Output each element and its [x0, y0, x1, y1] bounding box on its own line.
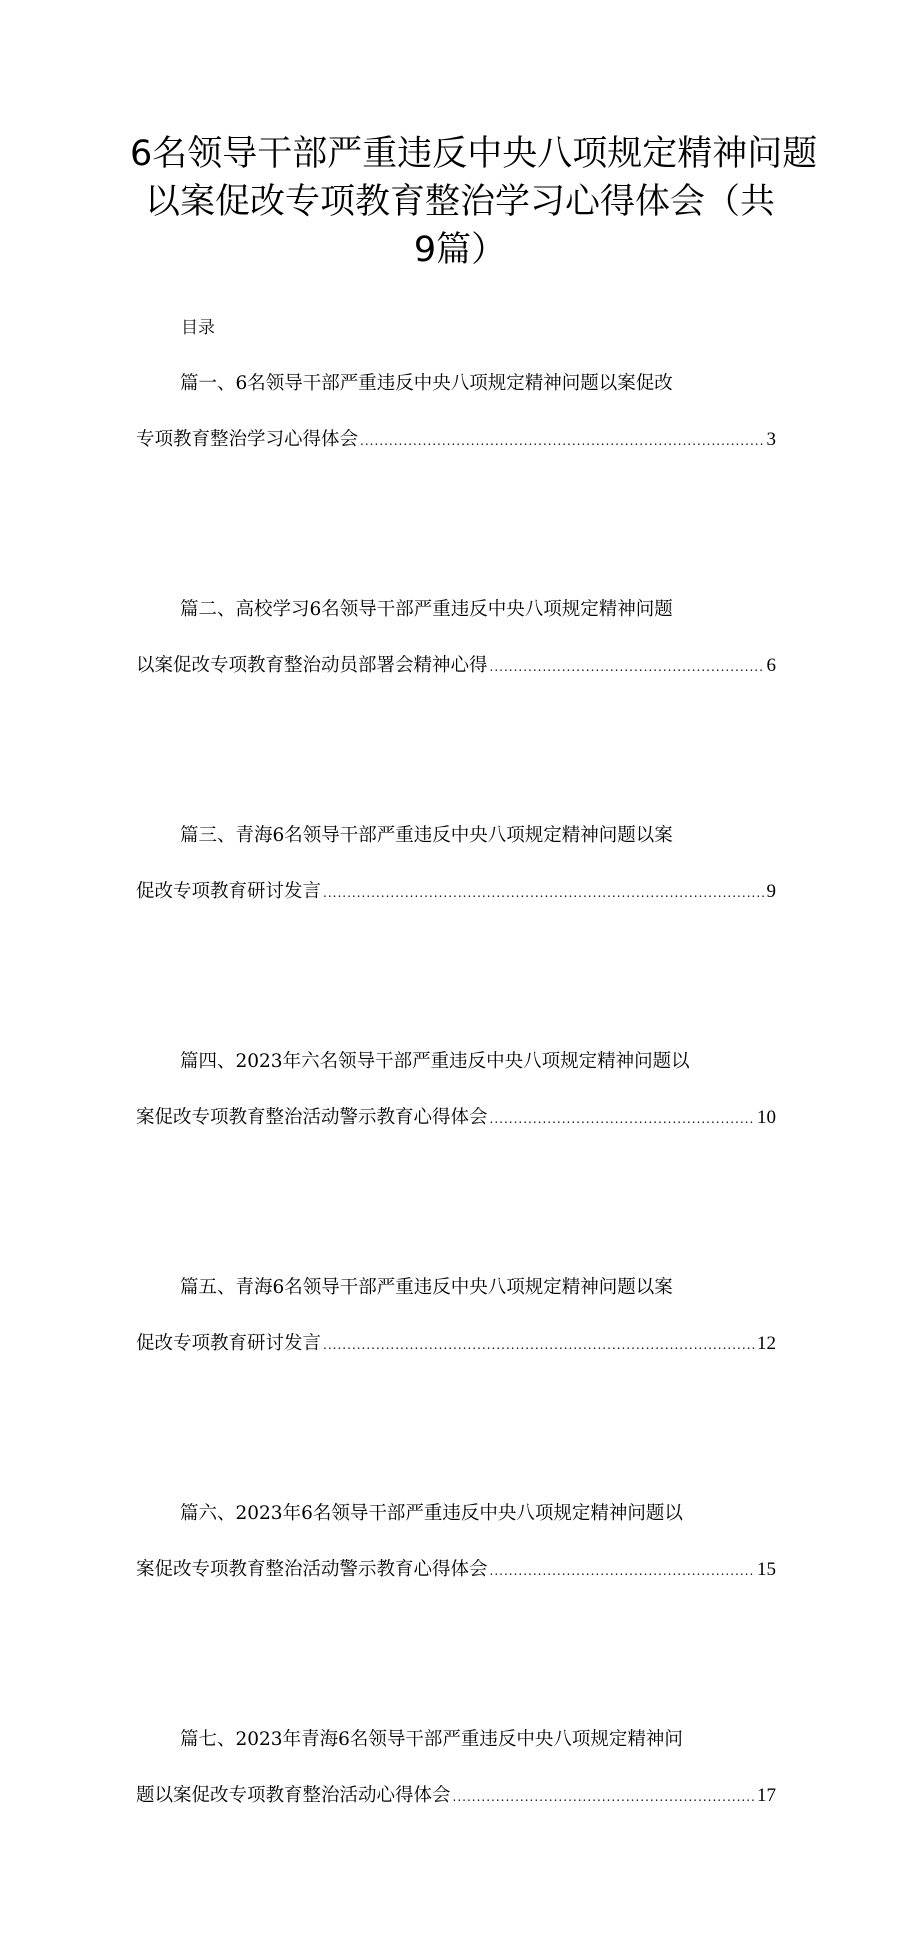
- dot-leader: [360, 423, 764, 459]
- toc-page-number: 15: [757, 1559, 776, 1580]
- toc-entry-title-line2: 专项教育整治学习心得体会: [136, 429, 359, 450]
- toc-entry-title-line2-row: [136, 422, 776, 458]
- toc-entry-7[interactable]: [136, 1722, 776, 1948]
- toc-heading: 目录: [181, 318, 215, 338]
- dot-leader: [323, 1327, 755, 1363]
- toc-entry-5[interactable]: [136, 1270, 776, 1496]
- toc-entry-title-line1: 篇六、2023年6名领导干部严重违反中央八项规定精神问题以: [180, 1503, 683, 1524]
- toc-entry-title-line1: 篇二、高校学习6名领导干部严重违反中央八项规定精神问题: [180, 599, 673, 620]
- toc-entry-title-line1: 篇一、6名领导干部严重违反中央八项规定精神问题以案促改: [180, 373, 673, 394]
- document-title: [130, 130, 818, 274]
- title-line-1: 6名领导干部严重违反中央八项规定精神问题: [130, 134, 818, 174]
- toc-entry-title-line2-row: [136, 648, 776, 684]
- toc-page-number: 9: [766, 881, 776, 902]
- toc-entry-title-line2: 题以案促改专项教育整治活动心得体会: [136, 1785, 451, 1806]
- title-line-3: 9篇）: [413, 230, 507, 270]
- toc-entry-title-line1: 篇七、2023年青海6名领导干部严重违反中央八项规定精神问: [180, 1729, 683, 1750]
- toc-entry-title-line1: 篇三、青海6名领导干部严重违反中央八项规定精神问题以案: [180, 825, 673, 846]
- toc-entry-title-line2-row: [136, 1100, 776, 1136]
- dot-leader: [453, 1779, 755, 1815]
- table-of-contents: [136, 366, 776, 1948]
- toc-page-number: 12: [757, 1333, 776, 1354]
- toc-entry-3[interactable]: [136, 818, 776, 1044]
- toc-entry-6[interactable]: [136, 1496, 776, 1722]
- toc-page-number: 6: [766, 655, 776, 676]
- toc-entry-2[interactable]: [136, 592, 776, 818]
- toc-entry-title-line2: 案促改专项教育整治活动警示教育心得体会: [136, 1107, 488, 1128]
- dot-leader: [323, 875, 764, 911]
- toc-entry-title-line1: 篇四、2023年六名领导干部严重违反中央八项规定精神问题以: [180, 1051, 690, 1072]
- toc-entry-title-line2: 案促改专项教育整治活动警示教育心得体会: [136, 1559, 488, 1580]
- toc-entry-1[interactable]: [136, 366, 776, 592]
- toc-entry-title-line2: 促改专项教育研讨发言: [136, 881, 322, 902]
- toc-entry-title-line2: 促改专项教育研讨发言: [136, 1333, 322, 1354]
- toc-entry-title-line2-row: [136, 874, 776, 910]
- dot-leader: [490, 1553, 755, 1589]
- toc-page-number: 3: [766, 429, 776, 450]
- toc-entry-title-line2: 以案促改专项教育整治动员部署会精神心得: [136, 655, 488, 676]
- toc-entry-title-line2-row: [136, 1552, 776, 1588]
- title-line-2: 以案促改专项教育整治学习心得体会（共: [144, 182, 775, 222]
- toc-page-number: 17: [757, 1785, 776, 1806]
- toc-page-number: 10: [757, 1107, 776, 1128]
- toc-entry-4[interactable]: [136, 1044, 776, 1270]
- toc-entry-title-line2-row: [136, 1778, 776, 1814]
- dot-leader: [490, 1101, 755, 1137]
- toc-entry-title-line2-row: [136, 1326, 776, 1362]
- dot-leader: [490, 649, 765, 685]
- toc-entry-title-line1: 篇五、青海6名领导干部严重违反中央八项规定精神问题以案: [180, 1277, 673, 1298]
